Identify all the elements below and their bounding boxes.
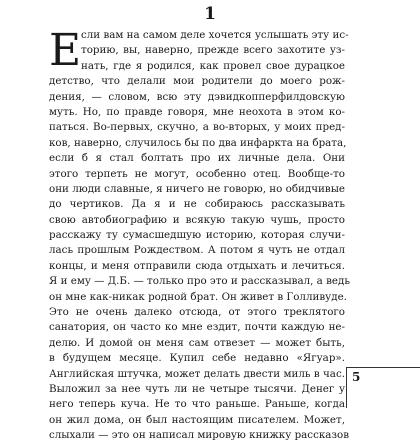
text-line: санатория, он часто ко мне ездит, почти каждую не- xyxy=(49,321,345,334)
text-line: нать, где я родился, как провел свое дурацкое xyxy=(81,59,345,72)
text-line: этого терпеть не могут, особенно отец. Вообще-то xyxy=(49,167,345,180)
text-line: свою автобиографию и всякую такую чушь, просто xyxy=(49,213,345,226)
text-line: расскажу ту сумасшедшую историю, которая случи- xyxy=(49,229,345,242)
page-number: 5 xyxy=(352,370,361,384)
text-line: слыхали — это он написал мировую книжку рассказов xyxy=(49,429,350,442)
body-text xyxy=(49,25,350,444)
text-line: ков, наверно, случилось бы по два инфаркта на брата, xyxy=(49,136,347,149)
text-line: Я и ему — Д.Б. — только про это и рассказывал, а ведь xyxy=(49,275,350,288)
text-line: в будущем месяце. Купил себе недавно «Ягуар». xyxy=(49,352,345,365)
text-line: делю. И домой он меня сам отвезет — может быть, xyxy=(49,336,345,349)
text-line: лась прошлым Рождеством. А потом я чуть не отдал xyxy=(49,244,345,257)
text-line: он жил дома, он был настоящим писателем. Может, xyxy=(49,413,345,426)
text-line: он мне как-никак родной брат. Он живет в Голливуде. xyxy=(49,290,347,303)
text-line: Выложил за нее чуть ли не четыре тысячи. Денег у xyxy=(49,382,345,395)
drop-cap-letter: Е xyxy=(49,25,82,76)
text-line: Это не очень далеко отсюда, от этого треклятого xyxy=(49,306,345,319)
text-line: торию, вы, наверно, прежде всего захотите уз- xyxy=(81,44,345,57)
text-line: если б я стал болтать про их личные дела. Они xyxy=(49,152,345,165)
text-line: паться. Во-первых, скучно, а во-вторых, у моих пред- xyxy=(49,121,345,134)
chapter-number: 1 xyxy=(204,4,216,24)
text-line: Английская штучка, может делать двести миль в час. xyxy=(49,367,345,380)
text-line: детство, что делали мои родители до моего рож- xyxy=(49,75,345,88)
text-line: концы, и меня отправили сюда отдыхать и лечиться. xyxy=(49,259,345,272)
text-line: дения, — словом, всю эту дэвидкопперфилдовскую xyxy=(49,90,345,103)
text-line: до чертиков. Да я и не собираюсь рассказывать xyxy=(49,198,345,211)
text-line: сли вам на самом деле хочется услышать эту ис- xyxy=(81,29,349,41)
text-line: муть. Но, по правде говоря, мне неохота в этом ко- xyxy=(49,105,345,118)
text-line: они люди славные, я ничего не говорю, но обидчивые xyxy=(49,182,346,195)
text-line: него теперь куча. Не то что раньше. Раньше, когда xyxy=(49,398,345,411)
